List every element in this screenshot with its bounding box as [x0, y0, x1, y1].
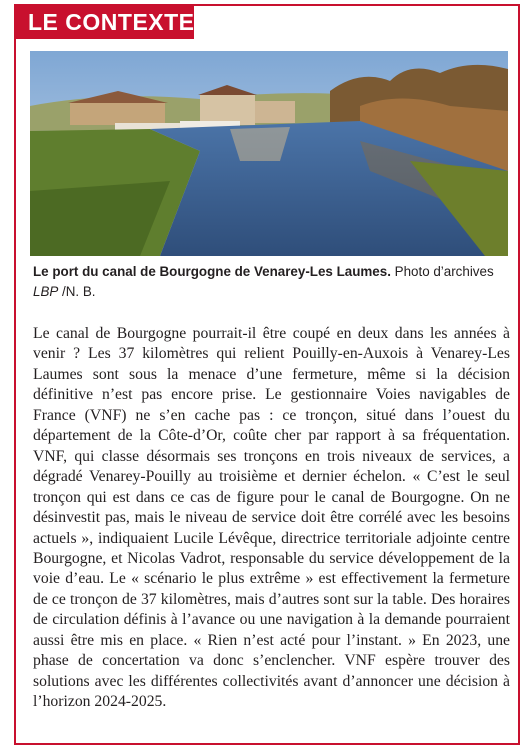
caption-credit-prefix: Photo d’archives	[390, 264, 494, 279]
section-title: LE CONTEXTE	[28, 9, 195, 35]
caption-title: Le port du canal de Bourgogne de Venarey-Les Laumes.	[33, 264, 391, 279]
article-paragraph: Le canal de Bourgogne pourrait-il être coupé en deux dans les années à venir ? Les 37 kilomètres qui relient Pouilly-en-Auxois à Venarey-Les Laumes sont sous la menace d’une fermeture, même si la décision définitive n’est pas encore prise. Le gestionnaire Voies navigables de France (VNF) ne s’en cache pas : ce tronçon, situé dans l’ouest du département de la Côte-d’Or, coûte cher par rapport à sa fréquentation. VNF, qui classe désormais ses tronçons en trois niveaux de services, a dégradé Venarey-Pouilly au troisième et dernier échelon. « C’est le seul tronçon qui est dans ce cas de figure pour le canal de Bourgogne. On ne désinvestit pas, mais le niveau de service doit être corrélé avec les besoins actuels », indiquaient Lucile Lévêque, directrice territoriale adjointe centre Bourgogne, et Nicolas Vadrot, responsable du service développement de la voie d’eau. Le « scénario le plus extrême » est effectivement la fermeture de ce tronçon de 37 kilomètres, mais d’autres sont sur la table. Des horaires de circulation définis à l’avance ou une navigation à la demande pourraient aussi être mis en place. « Rien n’est acté pour l’instant. » En 2023, une phase de concertation va donc s’enclencher. VNF espère trouver des solutions avec les différentes collectivités avant d’annoncer une décision à l’horizon 2024-2025.	[33, 325, 510, 711]
caption-credit-source: LBP	[33, 284, 59, 299]
photo-caption	[33, 262, 508, 302]
article-body	[33, 324, 510, 713]
article-box	[14, 4, 520, 745]
caption-credit-suffix: /N. B.	[58, 284, 96, 299]
section-header	[16, 6, 194, 39]
canal-port-photo	[30, 51, 508, 256]
